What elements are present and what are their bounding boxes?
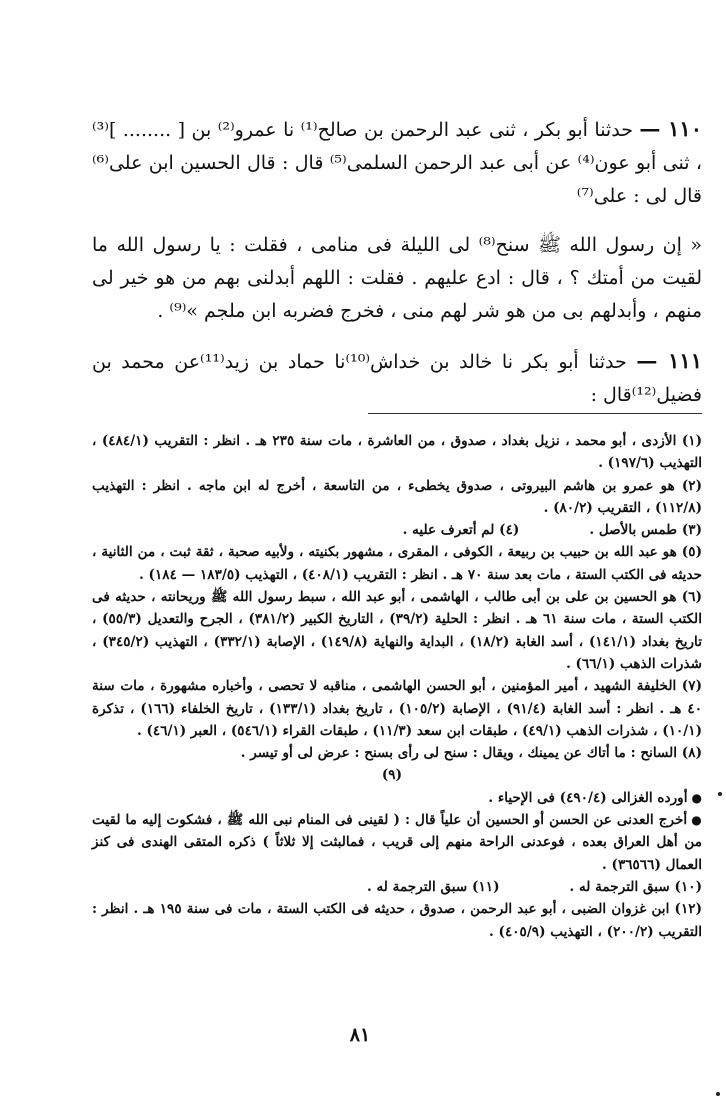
footnote-11: (١١) سبق الترجمة له . xyxy=(367,878,500,895)
footnote-8: (٨) السانح : ما أتاك عن يمينك ، ويقال : سنح لى رأى بسنح : عرض لى أو تيسر . xyxy=(240,745,702,762)
footnote-12: (١٢) ابن غزوان الضبى ، أبو عبد الرحمن ، صدوق ، حديثه فى الكتب الستة ، مات فى سنة ١٩٥ هـ . انظر : التقريب (٢٠٠/٢) ، التهذيب (٤٠٥/٩) . xyxy=(92,901,702,940)
hadith-111-number: ١١١ — xyxy=(636,348,702,373)
hadith-110-matn: « إن رسول الله ﷺ سنح⁽⁸⁾ لى الليلة فى منامى ، فقلت : يا رسول الله ما لقيت من أمتك ؟ ، قال : ادع عليهم . فقلت : اللهم أبدلنى بهم من هو خير لى منهم ، وأبدلهم بى من هو شر لهم منى ، فخرج فضربه ابن ملجم »⁽⁹⁾ . xyxy=(92,234,702,322)
footnote-6: (٦) هو الحسين بن على بن أبى طالب ، الهاشمى ، أبو عبد الله ، سبط رسول الله ﷺ وريحانته ، حديثه فى الكتب الستة ، مات سنة ٦١ هـ . انظر : الحلية (٣٩/٢) ، التاريخ الكبير (٣٨١/٢) ، الجرح والتعديل (٥٥/٣) ، تاريخ بغداد (١٤١/١) ، أسد الغابة (١٨/٢) ، البداية والنهاية (١٤٩/٨) ، الإصابة (٣٣٢/١) ، التهذيب (٣٤٥/٢) ، شذرات الذهب (٦٦/١) . xyxy=(92,589,702,672)
footnote-7: (٧) الخليفة الشهيد ، أمير المؤمنين ، أبو الحسن الهاشمى ، مناقبه لا تحصى ، وأخباره مشهورة ، مات سنة ٤٠ هـ . انظر : أسد الغابة (٩١/٤) ، الإصابة (١٠٥/٢) ، تاريخ بغداد (١٣٣/١) ، تاريخ الخلفاء (١٦٦) ، تذكرة (١٠/١) ، شذرات الذهب (٤٩/١) ، طبقات ابن سعد (١١/٣) ، طبقات القراء (٥٤٦/١) ، العبر (٤٦/١) . xyxy=(92,678,703,739)
footnote-9-b: ● أخرج العدنى عن الحسن أو الحسين أن علياً قال : ( لقينى فى المنام نبى الله ﷺ ، فشكوت إليه ما لقيت من أهل العراق بعده ، فوعدنى الراحة منهم إلى قريب ، فمالبثت إلا ثلاثاً ) ذكره المتقى الهندى فى كنز العمال (٣٦٥٦٦) . xyxy=(92,809,702,876)
main-text xyxy=(92,112,702,428)
footnote-3-4 xyxy=(92,519,702,541)
scan-speck xyxy=(716,1092,720,1096)
footnote-2: (٢) هو عمرو بن هاشم البيروتى ، صدوق يخطىء ، من التاسعة ، أخرج له ابن ماجه . انظر : التهذيب (١١٢/٨) ، التقريب (٨٠/٢) . xyxy=(92,477,702,516)
hadith-110-isnad-text: حدثنا أبو بكر ، ثنى عبد الرحمن بن صالح⁽¹⁾ نا عمرو⁽²⁾ بن [ ........ ]⁽³⁾ ، ثنى أبو عون⁽⁴⁾ عن أبى عبد الرحمن السلمى⁽⁵⁾ قال : قال الحسين ابن على⁽⁶⁾ قال لى : على⁽⁷⁾ xyxy=(92,119,703,207)
hadith-111-isnad-text: حدثنا أبو بكر نا خالد بن خداش⁽¹⁰⁾نا حماد بن زيد⁽¹¹⁾عن محمد بن فضيل⁽¹²⁾قال : xyxy=(92,351,702,406)
footnote-4: (٤) لم أتعرف عليه . xyxy=(402,522,520,539)
footnote-10: (١٠) سبق الترجمة له . xyxy=(569,878,702,895)
scan-speck xyxy=(718,792,722,796)
footnotes xyxy=(92,430,702,943)
footnote-1: (١) الأزدى ، أبو محمد ، نزيل بغداد ، صدوق ، من العاشرة ، مات سنة ٢٣٥ هـ . انظر : التقريب (٤٨٤/١) ، التهذيب (١٩٧/٦) . xyxy=(92,433,702,472)
footnote-5: (٥) هو عبد الله بن حبيب بن ربيعة ، الكوفى ، المقرى ، مشهور بكنيته ، ولأبيه صحبة ، ثقة ثبت ، من الثانية ، حديثه فى الكتب الستة ، مات بعد سنة ٧٠ هـ . انظر : التقريب (٤٠٨/١) ، التهذيب (١٨٣/٥ — ١٨٤) . xyxy=(92,544,702,583)
footnote-separator xyxy=(368,413,702,414)
hadith-110-number: ١١٠ — xyxy=(639,116,702,141)
footnote-9-label: (٩) xyxy=(381,767,402,784)
footnote-3: (٣) طمس بالأصل . xyxy=(589,522,702,539)
footnote-9-a: ● أورده الغزالى (٤٩٠/٤) فى الإحياء . xyxy=(92,787,702,809)
page-number: ٨١ xyxy=(349,1024,371,1046)
footnote-10-11 xyxy=(92,876,702,898)
hadith-110-isnad xyxy=(92,112,702,213)
hadith-111-isnad xyxy=(92,344,702,412)
